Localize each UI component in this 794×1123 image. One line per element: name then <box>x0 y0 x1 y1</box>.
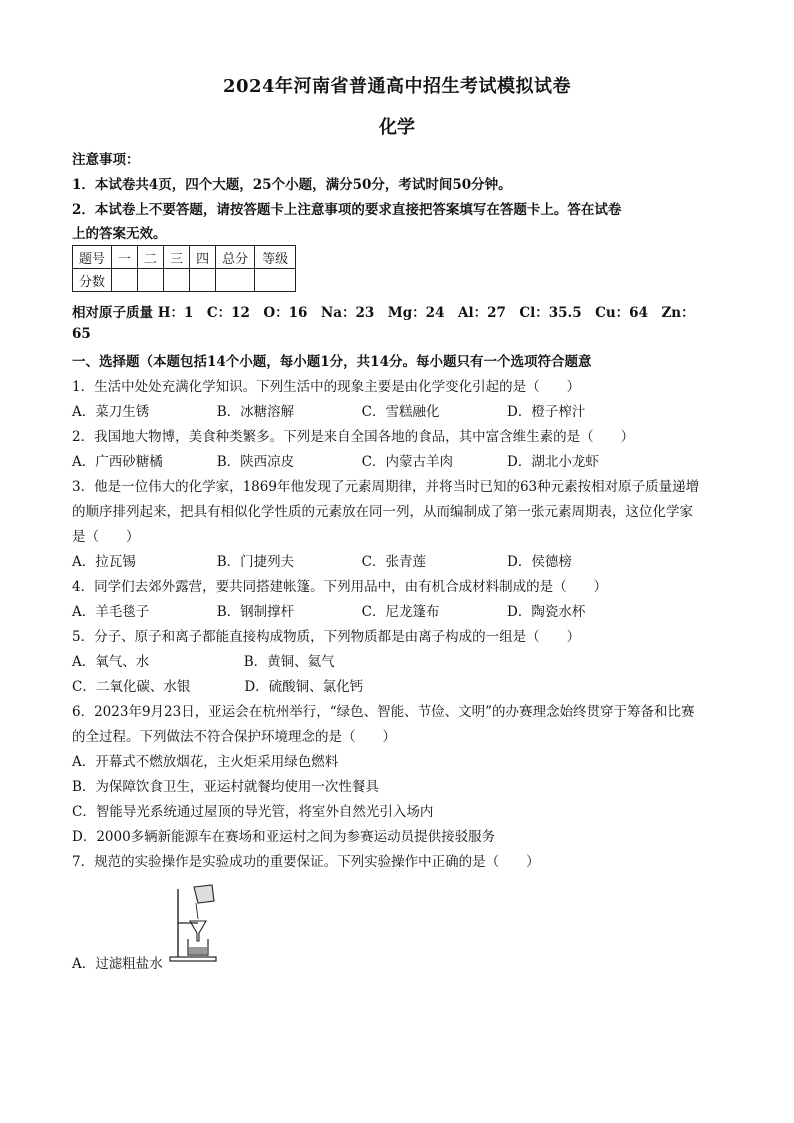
score-cell <box>216 269 255 292</box>
score-cell <box>255 269 296 292</box>
notice-item: 2．本试卷上不要答题，请按答题卡上注意事项的要求直接把答案填写在答题卡上。答在试卷 <box>72 202 622 218</box>
question-line: 2．我国地大物博，美食种类繁多。下列是来自全国各地的食品，其中富含维生素的是（ ） <box>72 429 635 445</box>
question-line: 5．分子、原子和离子都能直接构成物质，下列物质都是由离子构成的一组是（ ） <box>72 629 581 645</box>
score-cell <box>164 269 190 292</box>
score-table-score-row <box>73 269 296 292</box>
option-line: B．为保障饮食卫生，亚运村就餐均使用一次性餐具 <box>72 779 379 795</box>
score-table-header: 一 <box>112 246 138 269</box>
question-line: 4．同学们去郊外露营，要共同搭建帐篷。下列用品中，由有机合成材料制成的是（ ） <box>72 579 608 595</box>
atomic-mass-line: 相对原子质量 H：1 C：12 O：16 Na：23 Mg：24 Al：27 Cl：35.5 Cu：64 Zn： <box>72 305 695 321</box>
option-line: A．拉瓦锡 B．门捷列夫 C．张青莲 D．侯德榜 <box>72 554 572 570</box>
notice-item: 上的答案无效。 <box>72 226 167 242</box>
option-line: A．广西砂糖橘 B．陕西凉皮 C．内蒙古羊肉 D．湖北小龙虾 <box>72 454 599 470</box>
subject-title: 化学 <box>379 117 415 138</box>
question-line: 的全过程。下列做法不符合保护环境理念的是（ ） <box>72 729 396 745</box>
question-line: 1．生活中处处充满化学知识。下列生活中的现象主要是由化学变化引起的是（ ） <box>72 379 581 395</box>
notice-item: 1．本试卷共4页，四个大题，25个小题，满分50分，考试时间50分钟。 <box>72 177 512 193</box>
option-line: A．羊毛毯子 B．钢制撑杆 C．尼龙篷布 D．陶瓷水杯 <box>72 604 586 620</box>
option-line: C．二氧化碳、水银 D．硫酸铜、氯化钙 <box>72 679 364 695</box>
score-table-header: 二 <box>138 246 164 269</box>
option-line: D．2000多辆新能源车在赛场和亚运村之间为参赛运动员提供接驳服务 <box>72 829 496 845</box>
score-table-header: 三 <box>164 246 190 269</box>
option-line: A．菜刀生锈 B．冰糖溶解 C．雪糕融化 D．橙子榨汁 <box>72 404 586 420</box>
score-cell <box>190 269 216 292</box>
score-table-header: 四 <box>190 246 216 269</box>
score-row-label: 分数 <box>73 269 112 292</box>
option-line: A．氧气、水 B．黄铜、氦气 <box>72 654 335 670</box>
score-table <box>72 245 296 292</box>
score-cell <box>112 269 138 292</box>
option-line: A．开幕式不燃放烟花，主火炬采用绿色燃料 <box>72 754 339 770</box>
filtration-apparatus-icon <box>168 883 224 963</box>
option-line: C．智能导光系统通过屋顶的导光管，将室外自然光引入场内 <box>72 804 434 820</box>
question-line: 7．规范的实验操作是实验成功的重要保证。下列实验操作中正确的是（ ） <box>72 854 540 870</box>
question-line: 6．2023年9月23日，亚运会在杭州举行，“绿色、智能、节俭、文明”的办赛理念始终贯穿于筹备和比赛 <box>72 704 695 720</box>
score-table-header: 总分 <box>216 246 255 269</box>
atomic-mass-line: 65 <box>72 326 91 342</box>
section-heading: 一、选择题（本题包括14个小题，每小题1分，共14分。每小题只有一个选项符合题意 <box>72 354 592 370</box>
score-table-header: 题号 <box>73 246 112 269</box>
option-7a-label: A．过滤粗盐水 <box>72 956 163 972</box>
notice-heading: 注意事项： <box>72 152 140 168</box>
question-line: 3．他是一位伟大的化学家，1869年他发现了元素周期律，并将当时已知的63种元素按相对原子质量递增 <box>72 479 700 495</box>
score-cell <box>138 269 164 292</box>
question-line: 是（ ） <box>72 529 140 545</box>
score-table-header: 等级 <box>255 246 296 269</box>
score-table-header-row <box>73 246 296 269</box>
exam-title: 2024年河南省普通高中招生考试模拟试卷 <box>222 76 572 97</box>
question-line: 的顺序排列起来，把具有相似化学性质的元素放在同一列，从而编制成了第一张元素周期表，这位化学家 <box>72 504 693 520</box>
